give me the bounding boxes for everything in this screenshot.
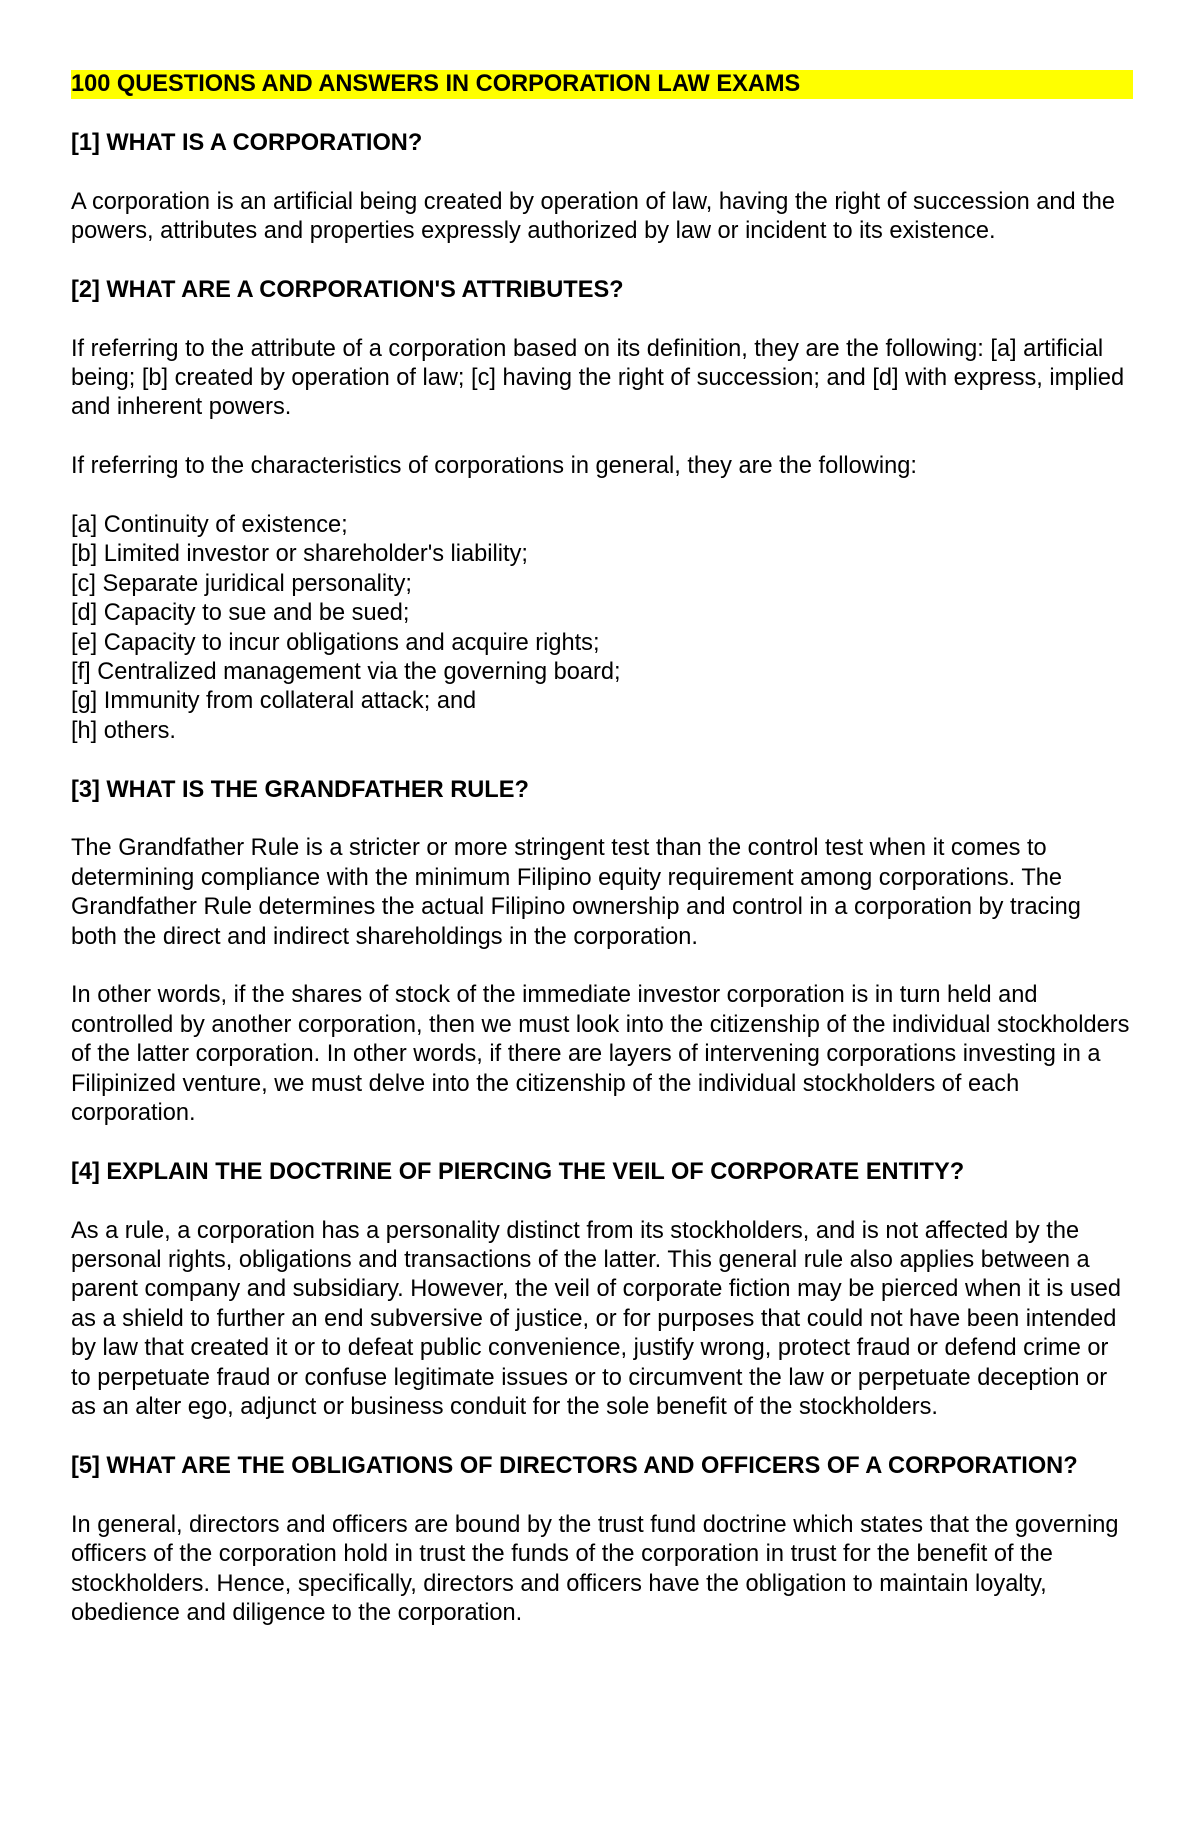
list-item: [b] Limited investor or shareholder's liability;	[71, 541, 528, 568]
question-4-heading: [4] EXPLAIN THE DOCTRINE OF PIERCING THE VEIL OF CORPORATE ENTITY?	[71, 1158, 965, 1185]
list-item: [g] Immunity from collateral attack; and	[71, 688, 477, 715]
question-3-answer-1: The Grandfather Rule is a stricter or more stringent test than the control test when it comes to determining compliance with the minimum Filipino equity requirement among corporations. The Grandfather Rule determines the actual Filipino ownership and control in a corporation by tracing both the direct and indirect shareholdings in the corporation.	[71, 835, 1081, 950]
question-3-answer-2: In other words, if the shares of stock of the immediate investor corporation is in turn held and controlled by another corporation, then we must look into the citizenship of the individual stockholders of the latter corporation. In other words, if there are layers of intervening corporations investing in a Filipinized venture, we must delve into the citizenship of the individual stockholders of each corporation.	[71, 982, 1130, 1127]
question-1-answer: A corporation is an artificial being created by operation of law, having the right of succession and the powers, attributes and properties expressly authorized by law or incident to its existence.	[71, 188, 1115, 244]
question-4-answer: As a rule, a corporation has a personality distinct from its stockholders, and is not affected by the personal rights, obligations and transactions of the latter. This general rule also applies between a parent company and subsidiary. However, the veil of corporate fiction may be pierced when it is used as a shield to further an end subversive of justice, or for purposes that could not have been intended by law that created it or to defeat public convenience, justify wrong, protect fraud or defend crime or to perpetuate fraud or confuse legitimate issues or to circumvent the law or perpetuate deception or as an alter ego, adjunct or business conduit for the sole benefit of the stockholders.	[71, 1217, 1122, 1421]
list-item: [d] Capacity to sue and be sued;	[71, 600, 410, 627]
list-item: [f] Centralized management via the governing board;	[71, 659, 621, 686]
question-1-heading: [1] WHAT IS A CORPORATION?	[71, 129, 423, 156]
question-5-answer: In general, directors and officers are bound by the trust fund doctrine which states that the governing officers of the corporation hold in trust the funds of the corporation in trust for the benefit of the stockholders. Hence, specifically, directors and officers have the obligation to maintain loyalty, obedience and diligence to the corporation.	[71, 1511, 1119, 1626]
question-5-heading: [5] WHAT ARE THE OBLIGATIONS OF DIRECTORS AND OFFICERS OF A CORPORATION?	[71, 1452, 1078, 1479]
question-2-answer-characteristics-intro: If referring to the characteristics of corporations in general, they are the following:	[71, 453, 917, 480]
list-item: [a] Continuity of existence;	[71, 511, 348, 538]
document-title: 100 QUESTIONS AND ANSWERS IN CORPORATION LAW EXAMS	[71, 70, 1133, 99]
list-item: [h] others.	[71, 717, 176, 744]
question-3-heading: [3] WHAT IS THE GRANDFATHER RULE?	[71, 776, 529, 803]
list-item: [e] Capacity to incur obligations and acquire rights;	[71, 629, 600, 656]
document-page	[71, 70, 1133, 1628]
characteristics-list	[71, 511, 1133, 746]
question-2-answer-definition: If referring to the attribute of a corporation based on its definition, they are the following: [a] artificial being; [b] created by operation of law; [c] having the right of succession; and [d] with express, implied and inherent powers.	[71, 335, 1125, 421]
question-2-heading: [2] WHAT ARE A CORPORATION'S ATTRIBUTES?	[71, 276, 624, 303]
list-item: [c] Separate juridical personality;	[71, 570, 412, 597]
